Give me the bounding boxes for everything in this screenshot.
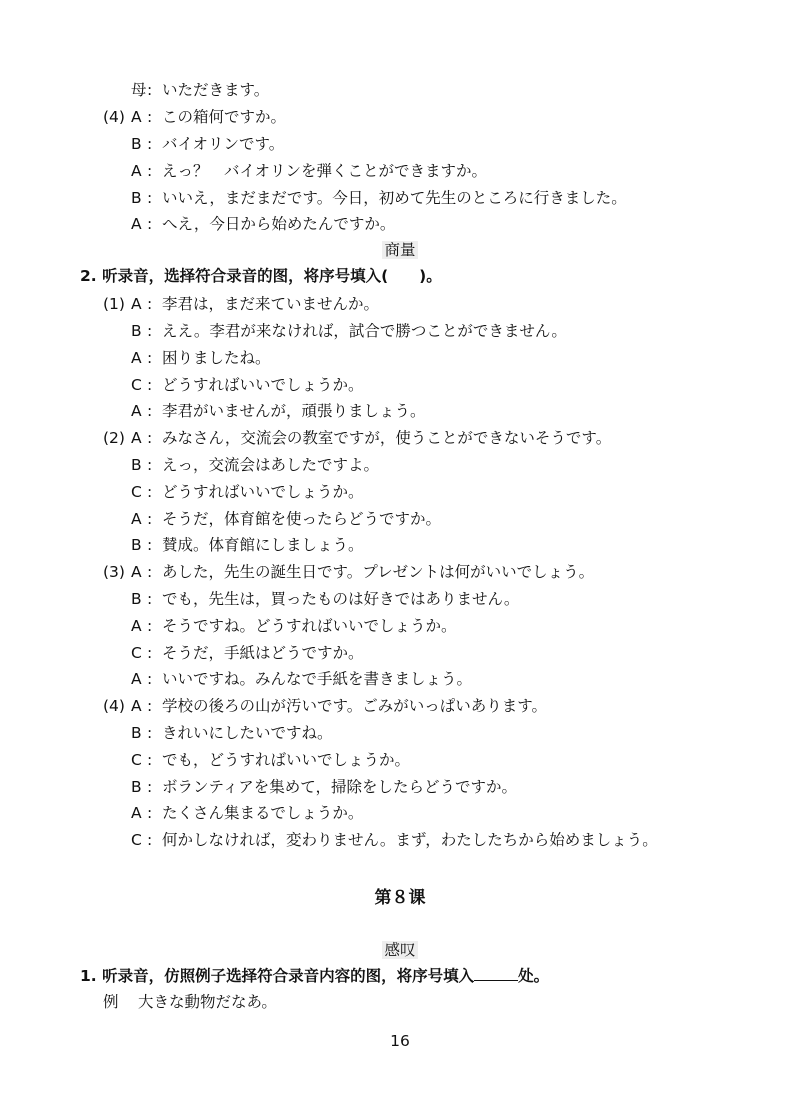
speaker: B xyxy=(131,456,142,474)
answer-blank xyxy=(474,966,518,981)
line-text: いただきます。 xyxy=(162,81,270,99)
speaker: C xyxy=(131,483,142,501)
line-text: 李君は，まだ来ていませんか。 xyxy=(162,295,380,313)
speaker: A xyxy=(131,402,142,420)
line-text: きれいにしたいですね。 xyxy=(162,724,333,742)
line-text: 困りましたね。 xyxy=(162,349,271,367)
speaker: A xyxy=(131,349,142,367)
speaker: B xyxy=(131,590,142,608)
speaker: A xyxy=(131,295,142,313)
line-text: みなさん，交流会の教室ですが，使うことができないそうです。 xyxy=(162,429,612,447)
dialogue-number: (1) xyxy=(103,295,125,313)
speaker: A xyxy=(131,429,142,447)
line-text: どうすればいいでしょうか。 xyxy=(162,483,364,501)
page-number: 16 xyxy=(390,1032,410,1050)
line-text: この箱何ですか。 xyxy=(162,108,287,126)
line-text: 賛成。体育館にしましょう。 xyxy=(162,536,364,554)
speaker: A xyxy=(131,804,142,822)
line-text: へえ，今日から始めたんですか。 xyxy=(162,215,396,233)
speaker: C xyxy=(131,831,142,849)
line-text: えっ，交流会はあしたですよ。 xyxy=(162,456,380,474)
line-text: ええ。李君が来なければ，試合で勝つことができません。 xyxy=(162,322,567,340)
line-text: えっ？ バイオリンを弾くことができますか。 xyxy=(162,162,488,180)
line-text: 何かしなければ，変わりません。まず，わたしたちから始めましょう。 xyxy=(162,831,658,849)
speaker: A xyxy=(131,617,142,635)
line-text: でも，先生は，買ったものは好きではありません。 xyxy=(162,590,520,608)
question-heading: 2. 听录音，选择符合录音的图，将序号填入( )。 xyxy=(80,267,442,285)
speaker: B xyxy=(131,322,142,340)
line-text: いいえ，まだまだです。今日，初めて先生のところに行きました。 xyxy=(162,189,627,207)
line-text: どうすればいいでしょうか。 xyxy=(162,376,364,394)
speaker: A xyxy=(131,162,142,180)
line-text: ボランティアを集めて，掃除をしたらどうですか。 xyxy=(162,778,517,796)
speaker: A xyxy=(131,215,142,233)
speaker: A xyxy=(131,510,142,528)
line-text: いいですね。みんなで手紙を書きましょう。 xyxy=(162,670,473,688)
line-text: あした，先生の誕生日です。プレゼントは何がいいでしょう。 xyxy=(162,563,595,581)
line-text: 学校の後ろの山が汚いです。ごみがいっぱいあります。 xyxy=(162,697,548,715)
speaker: B xyxy=(131,724,142,742)
speaker: C xyxy=(131,644,142,662)
example-text: 大きな動物だなあ。 xyxy=(138,993,277,1011)
line-text: そうですね。どうすればいいでしょうか。 xyxy=(162,617,457,635)
dialogue-number: (3) xyxy=(103,563,125,581)
line-text: そうだ，手紙はどうですか。 xyxy=(162,644,364,662)
speaker: A xyxy=(131,108,142,126)
lesson-title: 第８课 xyxy=(374,888,426,908)
speaker: C xyxy=(131,376,142,394)
dialogue-number: (4) xyxy=(103,697,125,715)
speaker: A xyxy=(131,563,142,581)
section-title: 商量 xyxy=(384,241,416,259)
line-text: でも，どうすればいいでしょうか。 xyxy=(162,751,411,769)
dialogue-number: (2) xyxy=(103,429,125,447)
question-heading: 1. 听录音，仿照例子选择符合录音内容的图，将序号填入 处。 xyxy=(80,967,550,985)
line-text: 李君がいませんが，頑張りましょう。 xyxy=(162,402,426,420)
line-text: そうだ，体育館を使ったらどうですか。 xyxy=(162,510,442,528)
speaker: B xyxy=(131,536,142,554)
speaker: B xyxy=(131,778,142,796)
speaker: B xyxy=(131,189,142,207)
speaker: B xyxy=(131,135,142,153)
speaker: C xyxy=(131,751,142,769)
speaker: A xyxy=(131,697,142,715)
example-label: 例 xyxy=(103,993,119,1011)
line-text: たくさん集まるでしょうか。 xyxy=(162,804,364,822)
line-text: バイオリンです。 xyxy=(162,135,285,153)
dialogue-number: (4) xyxy=(103,108,125,126)
speaker: A xyxy=(131,670,142,688)
section-title: 感叹 xyxy=(384,941,416,959)
speaker: 母 xyxy=(131,81,147,99)
